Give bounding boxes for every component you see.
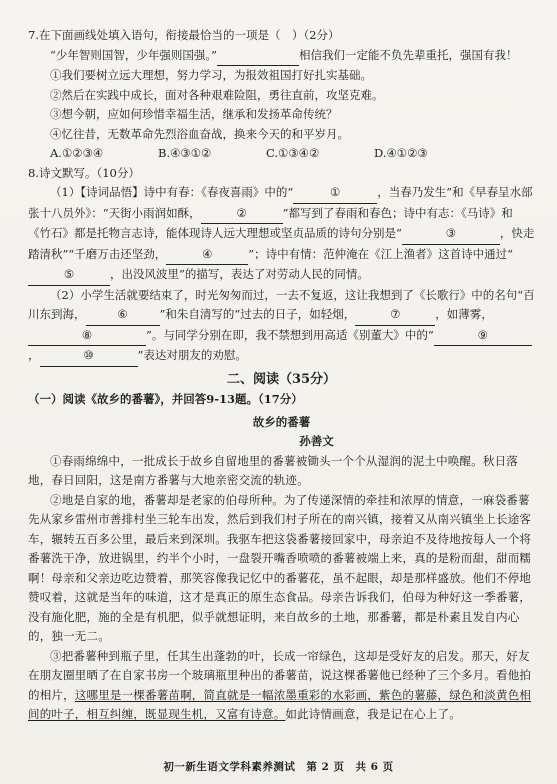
article-author: 孙善文: [299, 434, 334, 448]
underlined-sentence: 这哪里是一棵番薯苗啊，简直就是一幅浓墨重彩的水彩画，紫色的薯藤，绿色和淡黄色相间的叶子，相互纠缠，既显现生机，又富有诗意。: [28, 687, 532, 721]
blank-9[interactable]: ⑨: [434, 326, 532, 347]
q7-sentence-4: ④忆往昔，无数革命先烈浴血奋战，换来今天的和平岁月。: [50, 126, 349, 141]
section-title: 二、阅读（35分）: [226, 371, 337, 387]
blank-3[interactable]: ③: [402, 224, 500, 245]
q7-sentence-2: ②然后在实践中成长，面对各种艰难险阻，勇往直前，攻坚克难。: [50, 87, 384, 102]
article: [28, 413, 535, 725]
page-footer: 初一新生语文学科素养测试 第 2 页 共 6 页: [163, 761, 394, 773]
article-para-1: ①春雨绵绵中，一批成长于故乡自留地里的番薯被锄头一个个从湿润的泥土中唤醒。秋日落地，春日回阳，这是南方番薯与大地亲密交流的轨迹。: [28, 453, 518, 487]
blank-2[interactable]: ②: [201, 204, 283, 225]
article-para-3: ③把番薯种到瓶子里，任其生出蓬勃的叶，长成一帘绿色，这却是受好友的启发。那天，好友在朋友圈里晒了在自家书房一个玻璃瓶里种出的番薯苗，说这棵番薯他已经种了三个多月。看他拍的相片，这哪里是一棵番薯苗啊，简直就是一幅浓墨重彩的水彩画，紫色的薯藤，绿色和淡黄色相间的叶子，相互纠缠，既显现生机，又富有诗意。如此诗情画意，我是记在心上了。: [28, 648, 532, 721]
blank-4[interactable]: ④: [166, 245, 248, 266]
q7-stem: 7.在下面画线处填入语句，衔接最恰当的一项是（ ）（2分）: [28, 28, 340, 42]
question-8: [28, 164, 535, 367]
blank-10[interactable]: ⑩: [40, 346, 138, 367]
blank-1[interactable]: ①: [293, 183, 377, 204]
question-7: [28, 26, 535, 164]
q7-sentence-3: ③想今朝，应如何珍惜幸福生活，继承和发扬革命传统？: [50, 107, 338, 121]
blank-7[interactable]: ⑦: [355, 305, 435, 326]
q7-sentence-1: ①我们要树立远大理想，努力学习，为报效祖国打好扎实基础。: [50, 68, 372, 82]
q7-option-b[interactable]: B.④③①②: [158, 146, 212, 160]
q7-option-c[interactable]: C.①③④②: [266, 146, 320, 160]
article-para-2: ②地是自家的地，番薯却是老家的伯母所种。为了传递深情的牵挂和浓厚的情意，一麻袋番薯先从家乡雷州市善排村坐三轮车出发，然后到我们村子所在的南兴镇，接着又从南兴镇坐上长途客车，辗转五百多公里，最后来到深圳。我驱车把这袋番薯接回家中，母亲迫不及待地按每人一个将番薯洗干净，放进锅里，约半个小时，一盘裂开嘴香喷喷的番薯被端上来，真的是粉而甜，甜而糯啊！母亲和父亲边吃边赞着，那笑容像我记忆中的番薯花，虽不起眼，却是那样盛放。他们不停地赞叹着，这就是当年的味道，这才是真正的原生态食品。母亲告诉我们，伯母为种好这一季番薯，没有施化肥，施的全是有机肥，似乎就想证明，来自故乡的土地，那番薯，都是朴素且发自内心的，独一无二。: [28, 492, 532, 643]
q8-stem: 8.诗文默写。（10分）: [28, 165, 140, 180]
blank-8[interactable]: ⑧: [28, 326, 146, 347]
article-title: 故乡的番薯: [252, 414, 311, 429]
section-subtitle: （一）阅读《故乡的番薯》，并回答9-13题。（17分）: [28, 392, 303, 406]
q7-passage: “少年智则国智，少年强则国强。” 相信我们一定能不负先辈重托，强国有我！: [28, 46, 535, 67]
q8-part-1: （1）【诗词品悟】诗中有春：《春夜喜雨》中的“ ① ，当春乃发生”和《早春呈水部张十八员外》：“天街小雨润如酥， ② ”都写到了春雨和春色；诗中有志：《马诗》和《竹石》都是托物言志诗，能体现诗人远大理想或坚贞品质的诗句分别是“ ③ ，快走踏清秋”“千磨万击还坚劲， ④ ”；诗中有情：范仲淹在《江上渔者》这首诗中通过“⑤ ，出没风波里”的描写，表达了对劳动人民的同情。: [28, 183, 535, 286]
q7-blank: [217, 46, 299, 67]
q7-options: [28, 144, 535, 164]
q7-option-d[interactable]: D.④①②③: [374, 146, 428, 160]
blank-5[interactable]: ⑤: [28, 265, 110, 286]
q7-option-a[interactable]: A.①②③④: [50, 146, 104, 160]
blank-6[interactable]: ⑥: [86, 305, 160, 326]
q8-part-2: （2）小学生活就要结束了，时光匆匆而过，一去不复返，这让我想到了《长歌行》中的名句“百川东到海， ⑥ ”和朱自清写的“过去的日子，如轻烟， ⑦ ，如薄雾，⑧ ”。与同学分别在即，我不禁想到用高适《别董大》中的“ ⑨， ⑩ ”表达对朋友的劝慰。: [28, 286, 535, 367]
